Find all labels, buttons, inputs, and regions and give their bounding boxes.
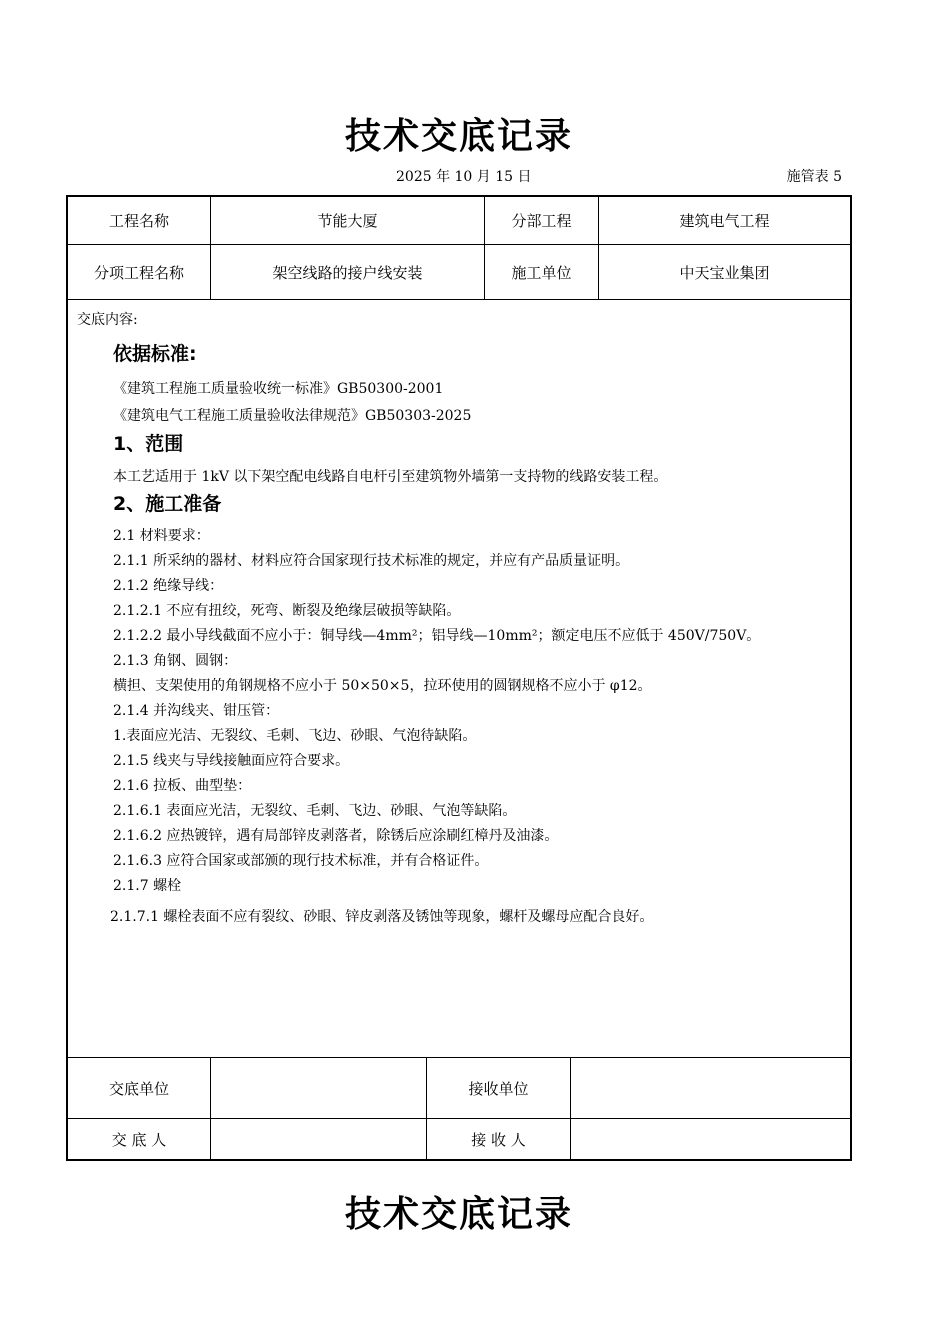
receiver-person-value[interactable] <box>571 1119 850 1159</box>
list-item: 2.1.1 所采纳的器材、材料应符合国家现行技术标准的规定，并应有产品质量证明。 <box>113 553 630 569</box>
division-value: 建筑电气工程 <box>679 212 770 230</box>
form-number: 施管表 5 <box>786 169 842 185</box>
receiver-unit-label: 接收单位 <box>468 1079 529 1098</box>
next-page-title: 技术交底记录 <box>344 1194 573 1235</box>
giver-person-value[interactable] <box>211 1119 426 1159</box>
row-divider <box>68 299 850 300</box>
giver-unit-label: 交底单位 <box>108 1079 169 1098</box>
list-item: 2.1.7 螺栓 <box>113 878 182 894</box>
list-item: 2.1.2.2 最小导线截面不应小于：铜导线—4mm²；铝导线—10mm²；额定电压不应低于 450V/750V。 <box>113 628 761 644</box>
list-item: 2.1.5 线夹与导线接触面应符合要求。 <box>113 753 350 769</box>
list-item: 2.1.6 拉板、曲型垫： <box>113 778 252 794</box>
prep-heading: 2、施工准备 <box>113 493 222 515</box>
project-name-value: 节能大厦 <box>317 212 378 230</box>
subitem-value: 架空线路的接户线安装 <box>272 263 423 282</box>
list-item: 2.1.2.1 不应有扭绞，死弯、断裂及绝缘层破损等缺陷。 <box>113 603 461 619</box>
basis-standard-1: 《建筑工程施工质量验收统一标准》GB50300-2001 <box>113 381 444 397</box>
list-item: 2.1.2 绝缘导线： <box>113 578 224 594</box>
list-item: 2.1.6.2 应热镀锌，遇有局部锌皮剥落者，除锈后应涂刷红樟丹及油漆。 <box>113 828 559 844</box>
contractor-value: 中天宝业集团 <box>679 263 770 282</box>
record-form <box>66 195 852 1161</box>
list-item: 2.1.3 角钢、圆钢： <box>113 653 238 669</box>
list-item: 1.表面应光洁、无裂纹、毛刺、飞边、砂眼、气泡待缺陷。 <box>113 728 477 744</box>
subitem-label: 分项工程名称 <box>93 263 184 282</box>
record-date: 2025 年 10 月 15 日 <box>396 169 532 185</box>
list-item: 2.1.7.1 螺栓表面不应有裂纹、砂眼、锌皮剥落及锈蚀等现象，螺杆及螺母应配合良好。 <box>110 909 654 925</box>
list-item: 2.1 材料要求： <box>113 528 210 544</box>
scope-heading: 1、范围 <box>113 433 184 455</box>
list-item: 横担、支架使用的角钢规格不应小于 50×50×5，拉环使用的圆钢规格不应小于 φ12。 <box>113 678 652 694</box>
receiver-unit-value[interactable] <box>571 1058 850 1118</box>
list-item: 2.1.4 并沟线夹、钳压管： <box>113 703 280 719</box>
scope-text: 本工艺适用于 1kV 以下架空配电线路自电杆引至建筑物外墙第一支持物的线路安装工程。 <box>113 469 668 485</box>
receiver-person-label: 接 收 人 <box>471 1130 526 1149</box>
list-item: 2.1.6.3 应符合国家或部颁的现行技术标准，并有合格证件。 <box>113 853 489 869</box>
page-title: 技术交底记录 <box>344 116 573 157</box>
basis-heading: 依据标准: <box>113 343 197 365</box>
division-label: 分部工程 <box>511 212 572 230</box>
contractor-label: 施工单位 <box>511 263 572 282</box>
giver-unit-value[interactable] <box>211 1058 426 1118</box>
giver-person-label: 交 底 人 <box>111 1130 167 1149</box>
basis-standard-2: 《建筑电气工程施工质量验收法律规范》GB50303-2025 <box>113 408 472 424</box>
list-item: 2.1.6.1 表面应光洁，无裂纹、毛刺、飞边、砂眼、气泡等缺陷。 <box>113 803 517 819</box>
intro-label: 交底内容: <box>77 312 138 328</box>
project-name-label: 工程名称 <box>108 212 169 230</box>
